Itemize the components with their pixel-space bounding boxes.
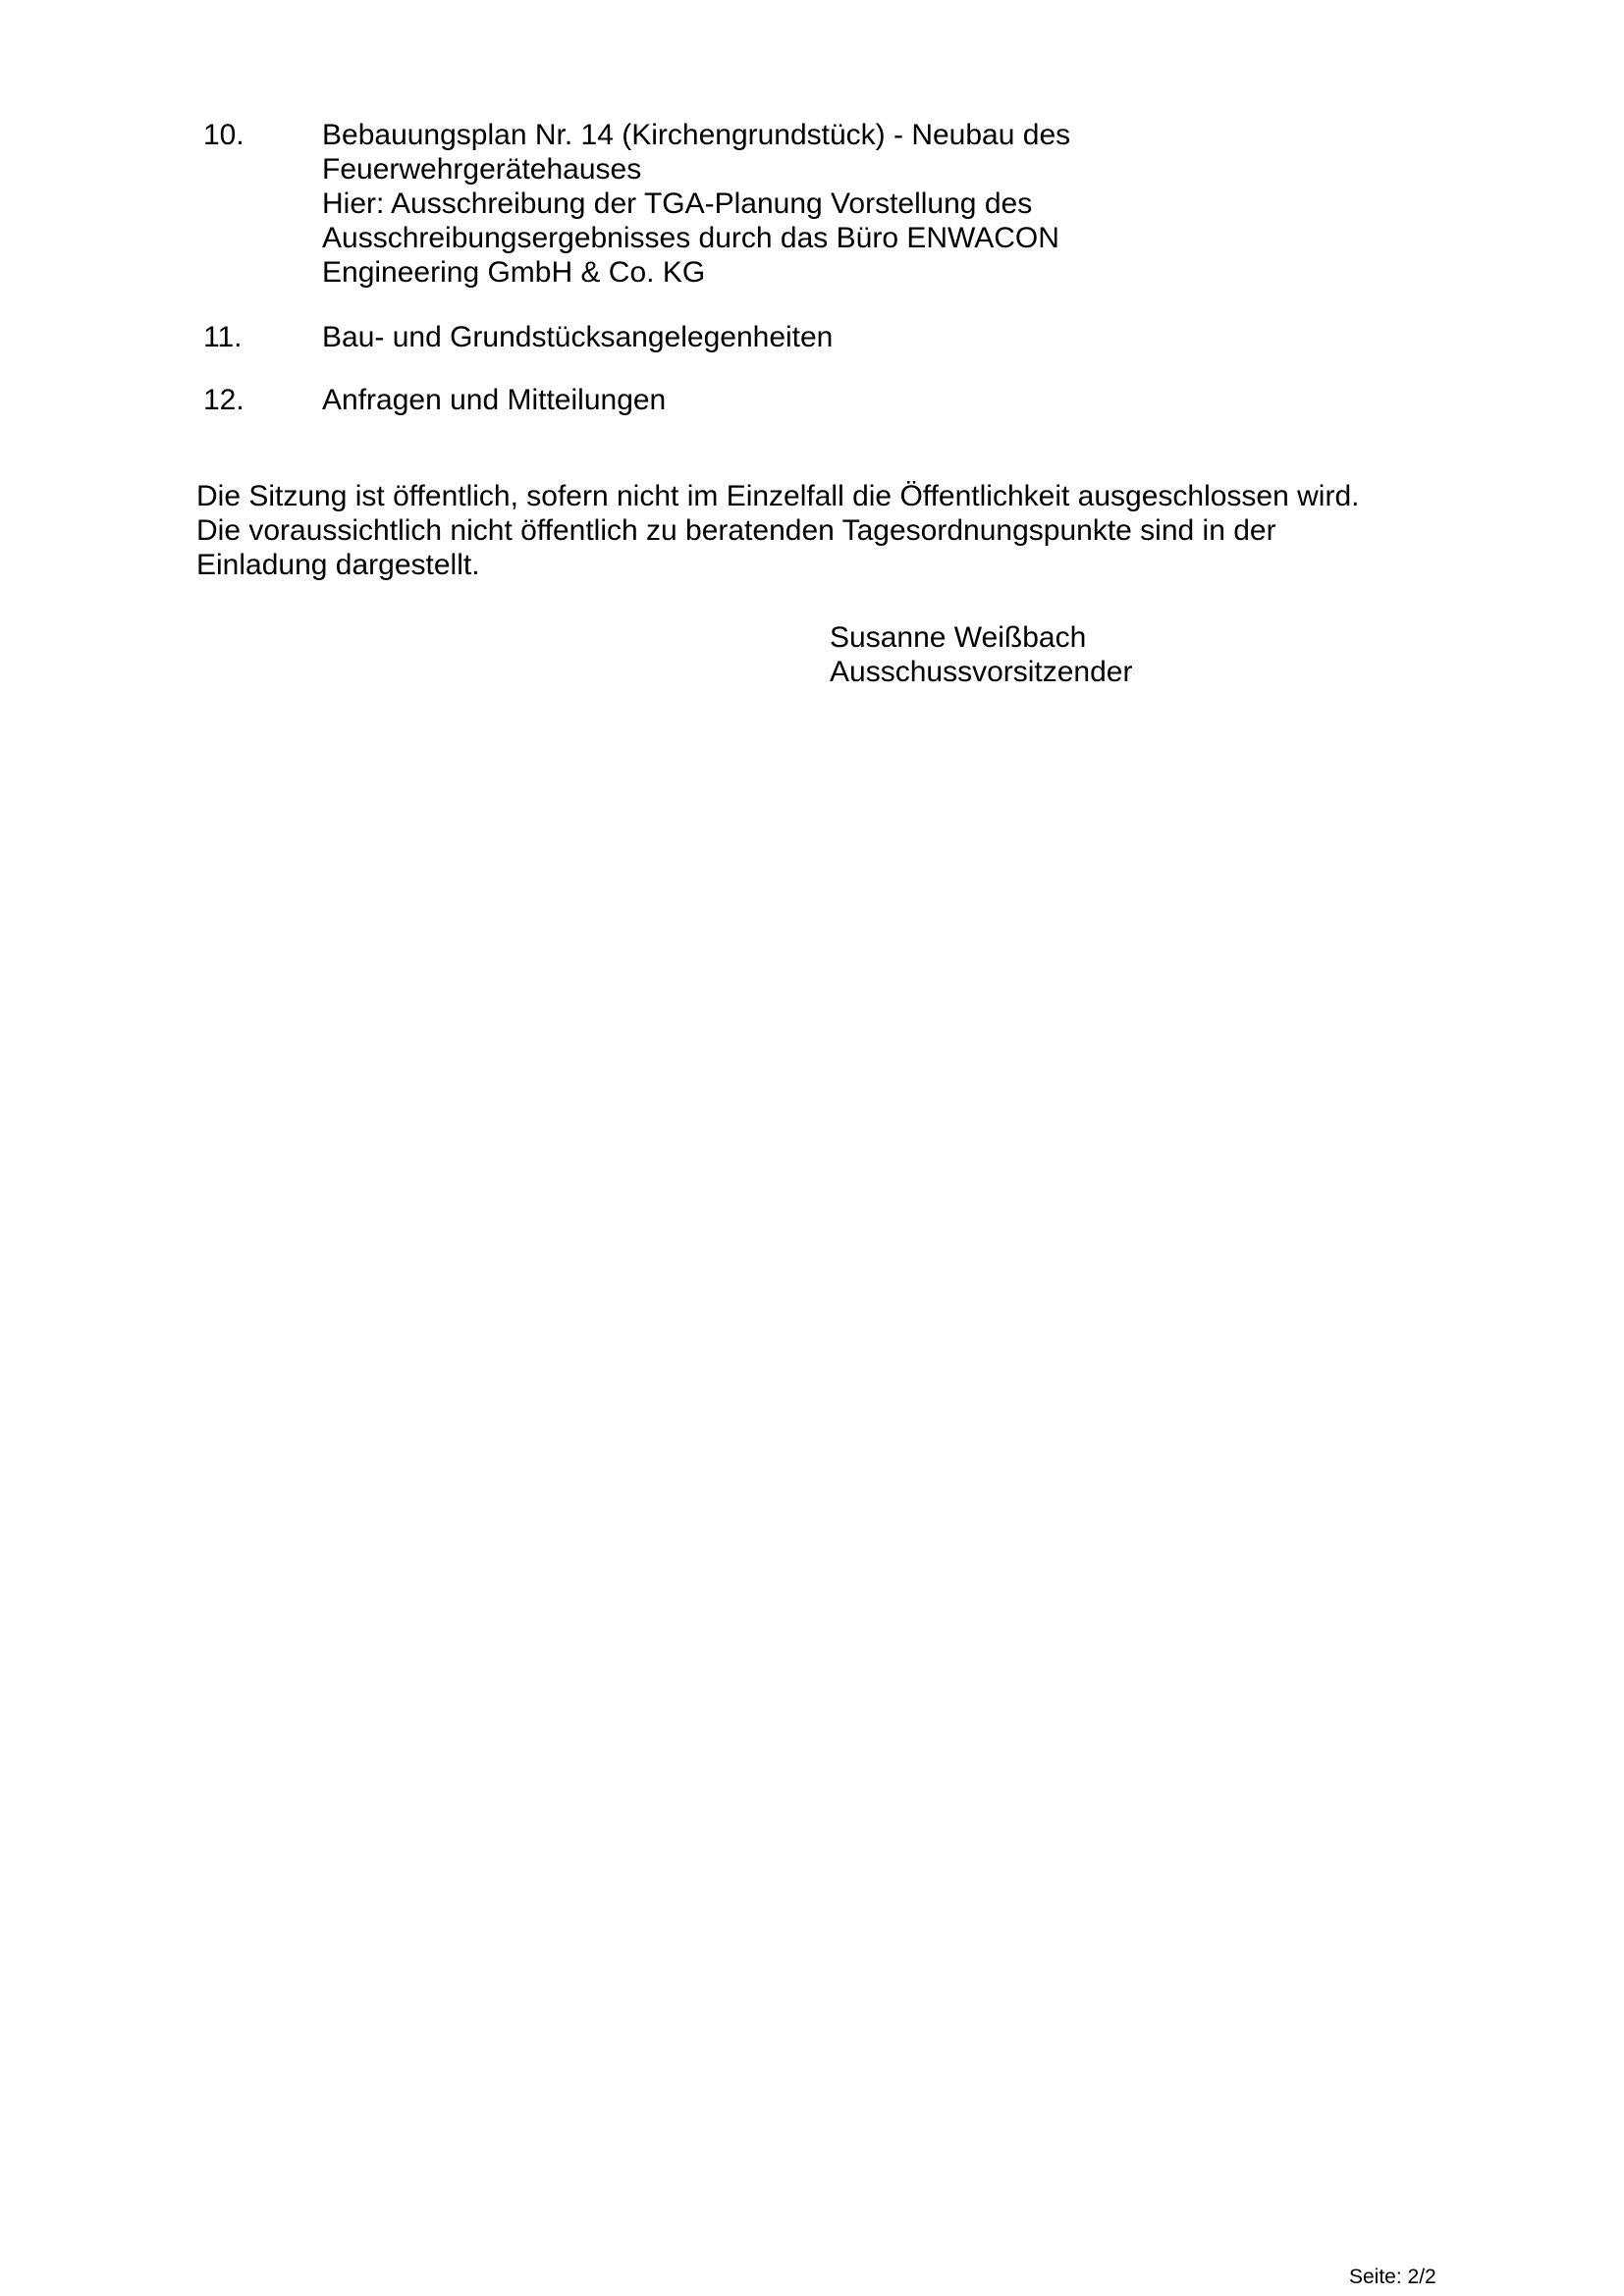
notice-line: Die Sitzung ist öffentlich, sofern nicht im Einzelfall die Öffentlichkeit ausgeschlossen wird.	[196, 480, 1360, 512]
agenda-text	[322, 383, 1402, 417]
agenda-line: Bebauungsplan Nr. 14 (Kirchengrundstück) - Neubau des	[322, 119, 1071, 151]
agenda-line: Engineering GmbH & Co. KG	[322, 256, 706, 289]
agenda-number: 12.	[203, 384, 244, 416]
agenda-line: Bau- und Grundstücksangelegenheiten	[322, 321, 834, 353]
signatory-role: Ausschussvorsitzender	[830, 656, 1133, 688]
agenda-number: 10.	[203, 119, 244, 151]
agenda-line: Hier: Ausschreibung der TGA-Planung Vorstellung des	[322, 187, 1033, 220]
notice-line: Einladung dargestellt.	[196, 549, 480, 581]
agenda-line: Ausschreibungsergebnisses durch das Büro ENWACON	[322, 222, 1059, 254]
page-number: Seite: 2/2	[1349, 2266, 1436, 2288]
agenda-line: Feuerwehrgerätehauses	[322, 153, 642, 186]
signatory-name: Susanne Weißbach	[830, 621, 1087, 654]
notice-line: Die voraussichtlich nicht öffentlich zu beratenden Tagesordnungspunkte sind in der	[196, 514, 1276, 547]
agenda-text	[322, 118, 1402, 290]
agenda-text	[322, 320, 1402, 354]
public-session-notice	[196, 479, 1473, 582]
agenda-number: 11.	[203, 321, 243, 353]
signature-block	[830, 620, 1132, 689]
agenda-line: Anfragen und Mitteilungen	[322, 384, 667, 416]
